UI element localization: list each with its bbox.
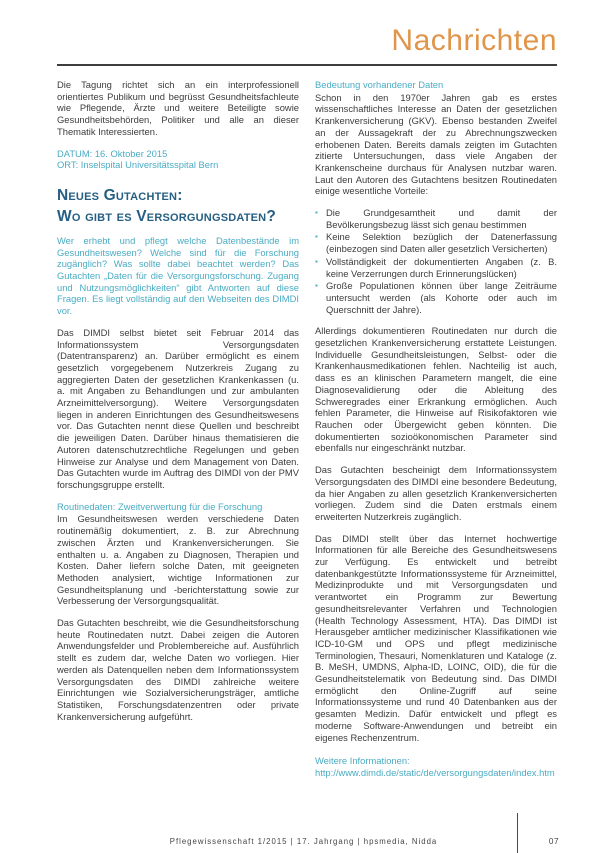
list-item-text: Vollständigkeit der dokumentierten Angaben (z. B. keine Verzerrungen durch Erinnerungslücken) — [326, 255, 557, 279]
subheading-bedeutung: Bedeutung vorhandener Daten — [315, 79, 444, 90]
bullet-icon: ▪ — [315, 281, 318, 291]
footer-journal-line: Pflegewissenschaft 1/2015 | 17. Jahrgang | hpsmedia, Nidda — [169, 837, 438, 846]
paragraph-routine-usage: Das Gutachten beschreibt, wie die Gesundheitsforschung heute Routinedaten nutzt. Dabei zeigen die Autoren Anwendungsfelder und Problembereiche auf. Ausführlich stellt es zudem dar, welche Daten wo vorliegen. Hier werden als Datenquellen neben dem Informationssystem Versorgungsdaten des DIMDI zahlreiche weitere Einrichtungen wie Sozialversicherungsträger, amtliche Statistiken, Forschungsdatenzentren oder private Krankenversicherung aufgeführt. — [57, 617, 299, 722]
more-info-label: Weitere Informationen: — [315, 755, 410, 767]
paragraph-special-importance: Das Gutachten bescheinigt dem Informationssystem Versorgungsdaten des DIMDI eine besondere Bedeutung, da hier Angaben zu allen gesetzlich Krankenversicherten vorliegen. Zudem sind die Daten erstmals einem erweiterten Nutzerkreis zugänglich. — [315, 464, 557, 522]
bullet-icon: ▪ — [315, 232, 318, 242]
left-column — [57, 79, 299, 779]
lead-paragraph: Wer erhebt und pflegt welche Datenbestände im Gesundheitswesen? Welche sind für die Forschung zugänglich? Was sollte dabei beachtet werden? Das Gutachten „Daten für die Versorgungsforschung. Zugang und Nutzungsmöglichkeiten“ gibt Antworten auf diese Fragen. Es liegt vollständig auf den Webseiten des DIMDI vor. — [57, 234, 299, 317]
event-meta — [57, 148, 299, 171]
right-column — [315, 79, 557, 779]
article-title-line2: Wo gibt es Versorgungsdaten? — [57, 207, 276, 225]
list-item-text: Große Populationen können über lange Zeiträume untersucht werden (als Kohorte oder auch im Querschnitt der Jahre). — [326, 280, 557, 315]
header-rule — [57, 64, 557, 66]
paragraph-dimdi-offer: Das DIMDI selbst bietet seit Februar 2014 das Informationssystem Versorgungsdaten (Datentransparenz) an. Darüber ermöglicht es einem gesetzlich vorgegebenem Nutzerkreis Zugang zu aggregierten Daten der gesetzlichen Krankenkassen (u. a. mit Angaben zu Behandlungen und zur ambulanten Arzneimittelversorgung). Weitere Versorgungsdaten liegen in anderen Einrichtungen des Gesundheitswesens vor. Das Gutachten nennt diese Quellen und beschreibt die jeweiligen Daten. Darüber hinaus thematisieren die Autoren datenschutzrechtliche Regelungen und geben Hinweise zur Analyse und dem Management von Daten. Das Gutachten wurde im Auftrag des DIMDI von der PMV forschungsgruppe erstellt. — [57, 326, 299, 490]
list-item — [315, 280, 557, 315]
event-location: ORT: Inselspital Universitätsspital Bern — [57, 159, 219, 171]
advantages-list — [315, 207, 557, 315]
more-info-block — [315, 755, 557, 778]
list-item — [315, 207, 557, 230]
footer-divider — [517, 813, 518, 853]
bullet-icon: ▪ — [315, 256, 318, 266]
article-title-line1: Neues Gutachten: — [57, 186, 183, 204]
event-date: DATUM: 16. Oktober 2015 — [57, 147, 168, 159]
paragraph-limitations: Allerdings dokumentieren Routinedaten nur durch die gesetzlichen Krankenversicherung erstattete Leistungen. Individuelle Gesundheitsleistungen, Selbst- oder die Krankenhausmedikationen fehlen. Nachteilig ist auch, dass es an klinischen Parametern mangelt, die eine Diagnosevalidierung oder die Ableitung des Schweregrades einer Erkrankung ermöglichen. Auch fehlen Parameter, die Hinweise auf Risikofaktoren wie Rauchen oder Übergewicht geben könnten. Die dokumentierten sozioökonomischen Parameter sind ebenfalls nur eingeschränkt nutzbar. — [315, 325, 557, 454]
bullet-icon: ▪ — [315, 208, 318, 218]
page-number: 07 — [548, 837, 559, 846]
more-info-link[interactable]: http://www.dimdi.de/static/de/versorgungsdaten/index.htm — [315, 766, 555, 778]
page-title: Nachrichten — [391, 24, 557, 57]
list-item-text: Die Grundgesamtheit und damit der Bevölkerungsbezug lässt sich genau bestimmen — [326, 207, 557, 230]
list-item — [315, 231, 557, 255]
list-item-text: Keine Selektion bezüglich der Datenerfassung (einbezogen sind Daten aller gesetzlich Versicherten) — [326, 231, 557, 255]
paragraph-dimdi-profile: Das DIMDI stellt über das Internet hochwertige Informationen für alle Bereiche des Gesundheitswesens zur Verfügung. Es entwickelt und betreibt datenbankgestützte Informationssysteme für Arzneimittel, Medizinprodukte und mit Versorgungsdaten und verantwortet ein Programm zur Bewertung gesundheitsrelevanter Verfahren und Technologien (Health Technology Assessment, HTA). Das DIMDI ist Herausgeber amtlicher medizinischer Klassifikationen wie ICD-10-GM und OPS und pflegt medizinische Terminologien, Thesauri, Nomenklaturen und Kataloge (z. B. MeSH, UMDNS, Alpha-ID, LOINC, OID), die für die Gesundheitstelematik von Bedeutung sind. Das DIMDI ermöglicht den Online-Zugriff auf seine Informationssysteme und rund 40 Datenbanken aus der gesamten Medizin. Dafür entwickelt und pflegt es moderne Software-Anwendungen und betreibt ein eigenes Rechenzentrum. — [315, 532, 557, 743]
paragraph-history: Schon in den 1970er Jahren gab es erstes wissenschaftliches Interesse an Daten der gesetzlichen Krankenversicherung (GKV). Ebenso bestanden Zweifel an der Aussagekraft der zu Abrechnungszwecken erhobenen Daten. Bereits damals zeigten im Gutachten zitierte Untersuchungen, dass viele Angaben der Krankenscheine durchaus für Analysen nutzbar waren. Laut den Autoren des Gutachtens besitzen Routinedaten einige wesentliche Vorteile: — [315, 91, 557, 197]
list-item — [315, 255, 557, 279]
article-body — [57, 79, 557, 779]
paragraph-routine-documentation: Im Gesundheitswesen werden verschiedene Daten routinemäßig dokumentiert, z. B. zur Abrechnung zwischen Ärzten und Krankenversicherungen. Sie enthalten u. a. Angaben zu Diagnosen, Therapien und Kosten. Daher liefern solche Daten, mit geeigneten Methoden analysiert, wichtige Informationen zur Gesundheitsplanung und -berichterstattung sowie zur Verbesserung der Versorgungsqualität. — [57, 513, 299, 607]
subheading-routinedaten: Routinedaten: Zweitverwertung für die Forschung — [57, 500, 263, 512]
intro-paragraph: Die Tagung richtet sich an ein interprofessionell orientiertes Publikum und begrüsst Gesundheitsfachleute wie Pflegende, Ärzte und weitere Beteiligte sowie Gesundheitsbehörden, Politiker und alle an dieser Thematik Interessierten. — [57, 79, 299, 137]
article-title — [57, 185, 299, 227]
